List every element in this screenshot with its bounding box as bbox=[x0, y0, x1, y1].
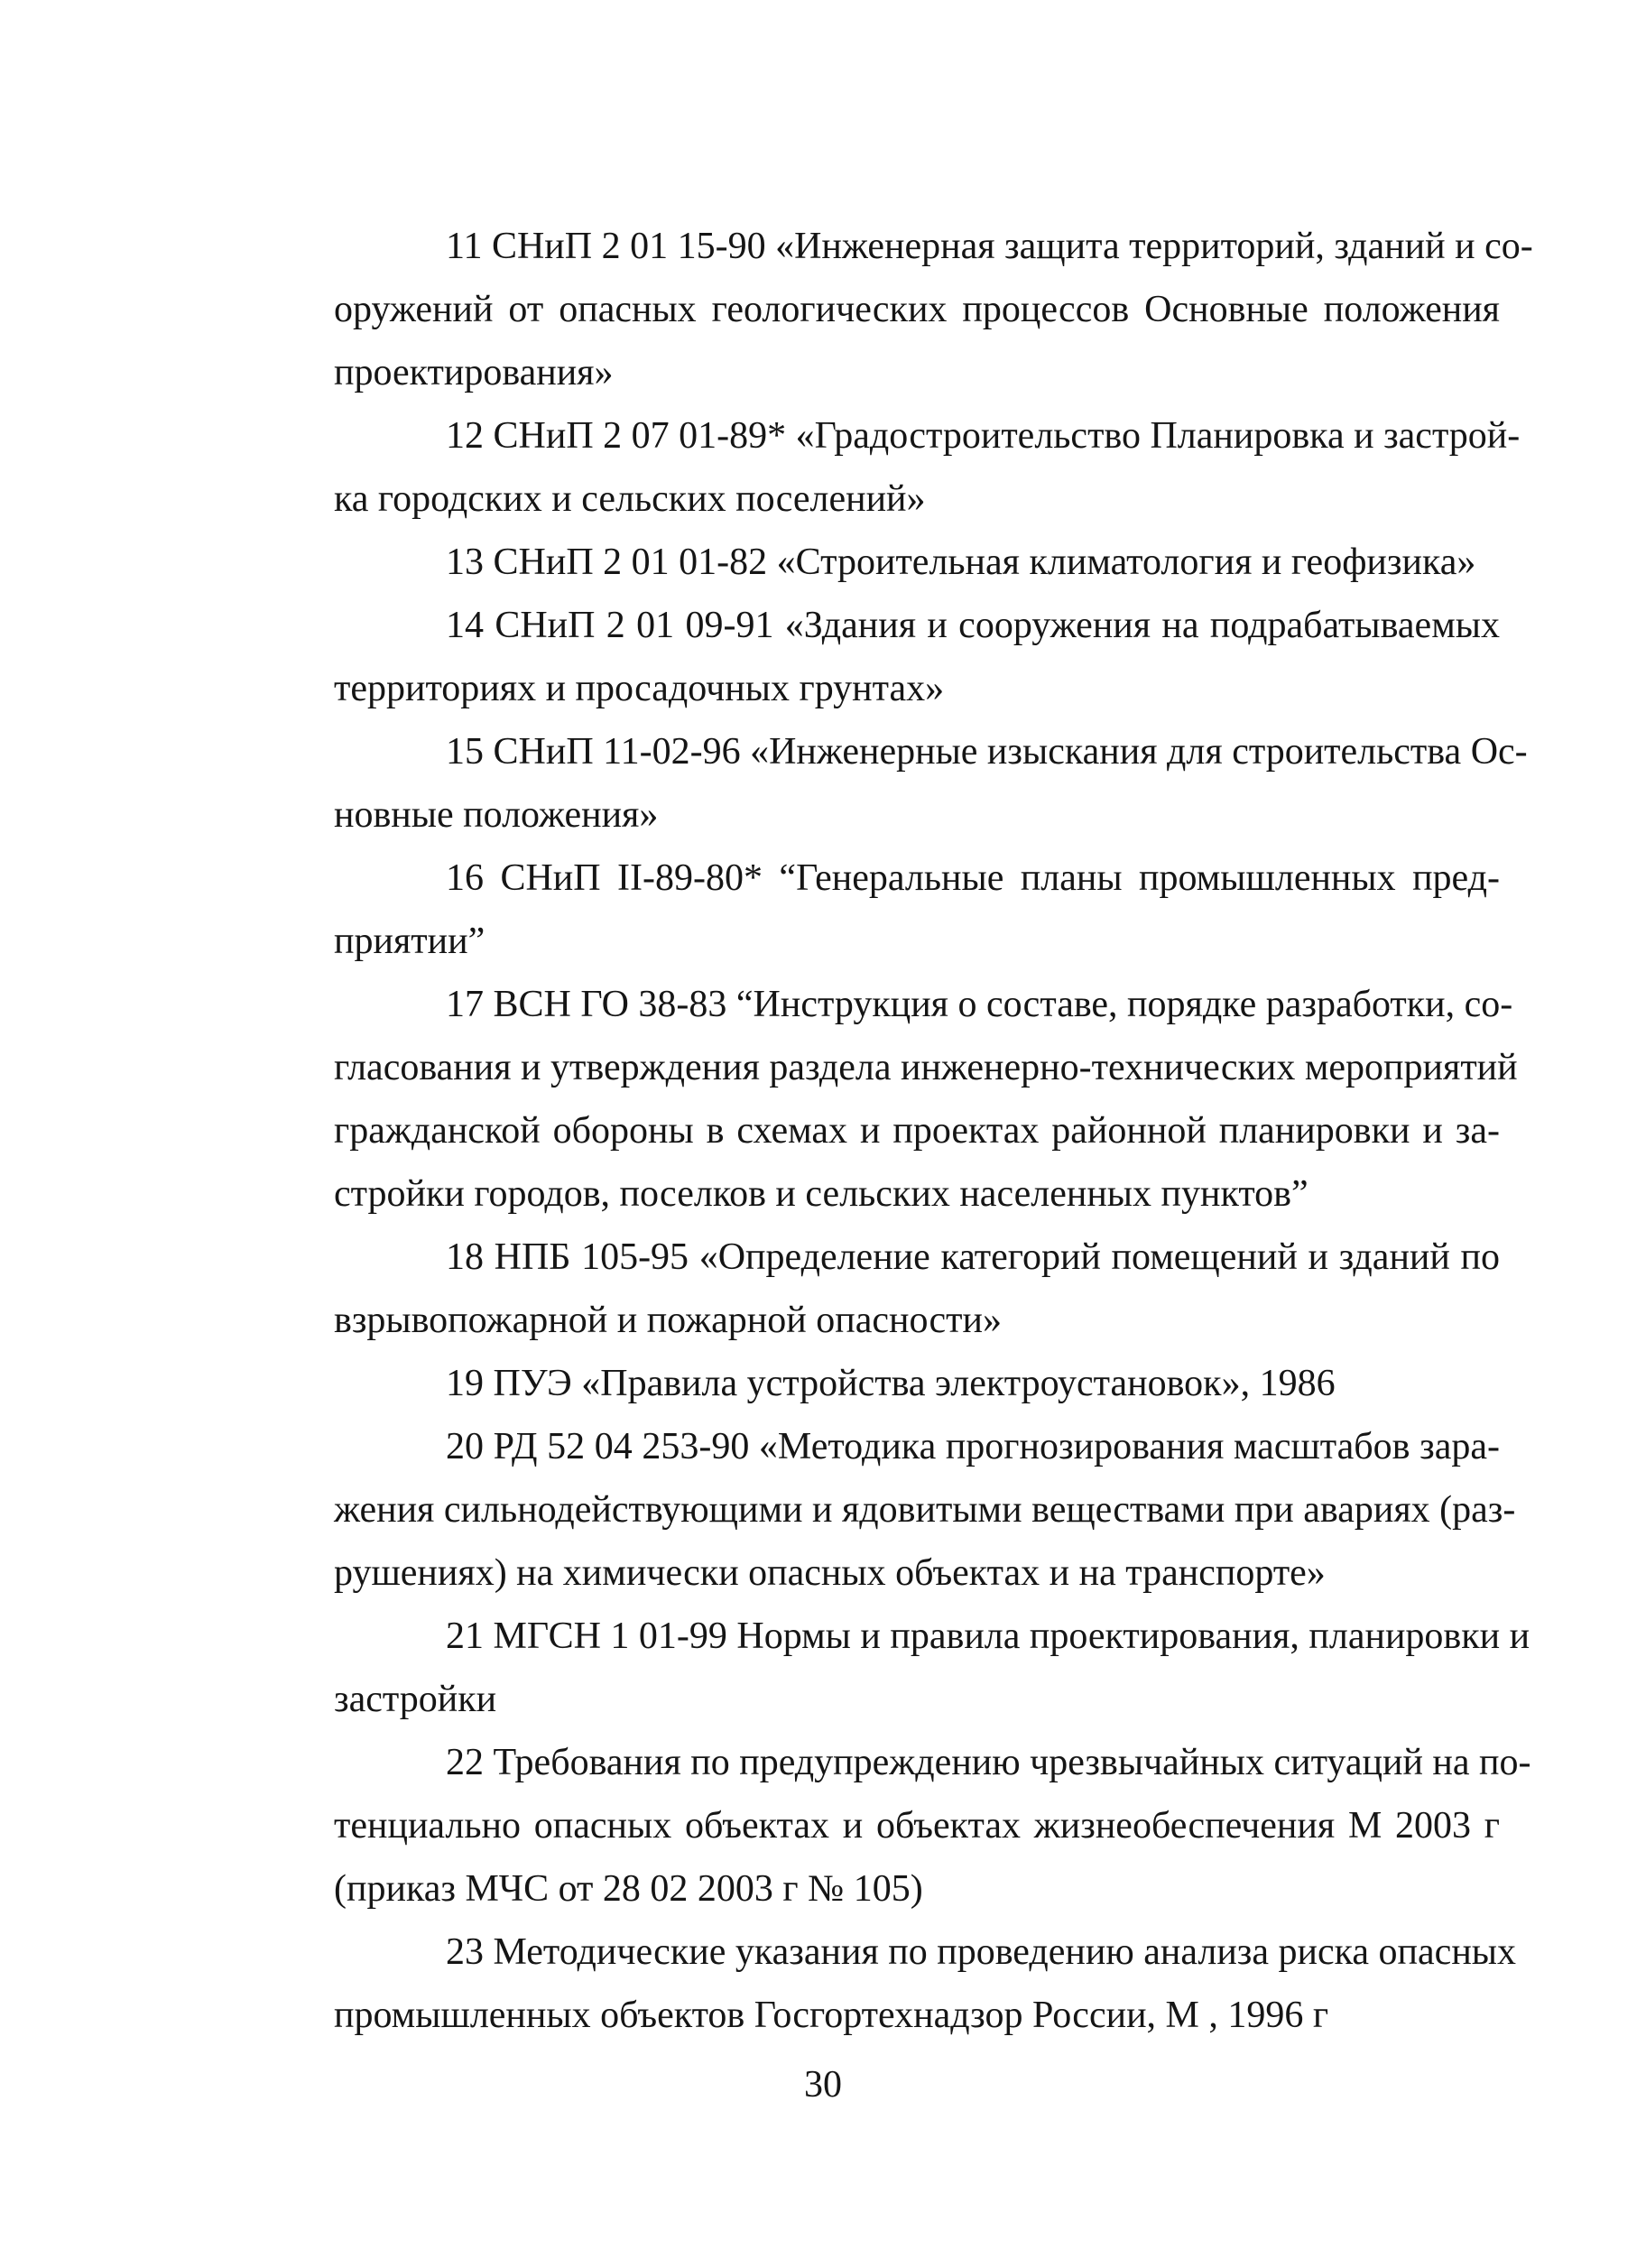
entry-line: оружений от опасных геологических процессов Основные положения bbox=[334, 289, 1500, 330]
list-item bbox=[334, 1352, 1500, 1415]
list-item bbox=[334, 594, 1500, 720]
list-item bbox=[334, 1921, 1517, 2047]
entry-line: приятии” bbox=[334, 921, 485, 962]
list-item bbox=[334, 1226, 1500, 1352]
entry-line: жения сильнодействующими и ядовитыми веществами при авариях (раз- bbox=[334, 1489, 1516, 1531]
entry-line: 14 СНиП 2 01 09-91 «Здания и сооружения на подрабатываемых bbox=[446, 605, 1500, 646]
list-item bbox=[334, 847, 1500, 973]
list-item bbox=[334, 1415, 1516, 1605]
list-item bbox=[334, 215, 1533, 404]
bibliography-list bbox=[334, 215, 1533, 2047]
list-item bbox=[334, 1731, 1531, 1921]
entry-line: 11 СНиП 2 01 15-90 «Инженерная защита территорий, зданий и со- bbox=[446, 226, 1533, 267]
list-item bbox=[334, 1605, 1530, 1731]
entry-line: 22 Требования по предупреждению чрезвычайных ситуаций на по- bbox=[446, 1742, 1531, 1783]
entry-line: 21 МГСН 1 01-99 Нормы и правила проектирования, планировки и bbox=[446, 1615, 1530, 1657]
entry-line: промышленных объектов Госгортехнадзор России, М , 1996 г bbox=[334, 1995, 1329, 2036]
entry-line: гражданской обороны в схемах и проектах районной планировки и за- bbox=[334, 1110, 1500, 1152]
entry-line: (приказ МЧС от 28 02 2003 г № 105) bbox=[334, 1868, 923, 1910]
page-number: 30 bbox=[804, 2064, 842, 2106]
entry-line: стройки городов, поселков и сельских населенных пунктов” bbox=[334, 1173, 1308, 1215]
entry-line: 18 НПБ 105-95 «Определение категорий помещений и зданий по bbox=[446, 1236, 1500, 1278]
list-item bbox=[334, 531, 1500, 594]
entry-line: тенциально опасных объектах и объектах жизнеобеспечения М 2003 г bbox=[334, 1805, 1500, 1847]
entry-line: 20 РД 52 04 253-90 «Методика прогнозирования масштабов зара- bbox=[446, 1426, 1500, 1467]
entry-line: 16 СНиП II-89-80* “Генеральные планы промышленных пред- bbox=[446, 857, 1500, 899]
entry-line: ка городских и сельских поселений» bbox=[334, 478, 926, 520]
entry-line: 15 СНиП 11-02-96 «Инженерные изыскания для строительства Ос- bbox=[446, 731, 1528, 773]
entry-line: проектирования» bbox=[334, 352, 614, 393]
entry-line: 23 Методические указания по проведению анализа риска опасных bbox=[446, 1931, 1517, 1973]
entry-line: взрывопожарной и пожарной опасности» bbox=[334, 1300, 1003, 1341]
list-item bbox=[334, 720, 1528, 847]
list-item bbox=[334, 404, 1521, 531]
entry-line: 19 ПУЭ «Правила устройства электроустановок», 1986 bbox=[446, 1363, 1336, 1404]
entry-line: 17 ВСН ГО 38-83 “Инструкция о составе, порядке разработки, со- bbox=[446, 984, 1513, 1025]
entry-line: 13 СНиП 2 01 01-82 «Строительная климатология и геофизика» bbox=[446, 542, 1476, 583]
entry-line: гласования и утверждения раздела инженерно-технических мероприятий bbox=[334, 1047, 1518, 1088]
entry-line: новные положения» bbox=[334, 794, 659, 836]
entry-line: 12 СНиП 2 07 01-89* «Градостроительство Планировка и застрой- bbox=[446, 415, 1521, 457]
entry-line: застройки bbox=[334, 1679, 497, 1720]
list-item bbox=[334, 973, 1518, 1226]
entry-line: территориях и просадочных грунтах» bbox=[334, 668, 945, 709]
entry-line: рушениях) на химически опасных объектах и на транспорте» bbox=[334, 1552, 1326, 1594]
